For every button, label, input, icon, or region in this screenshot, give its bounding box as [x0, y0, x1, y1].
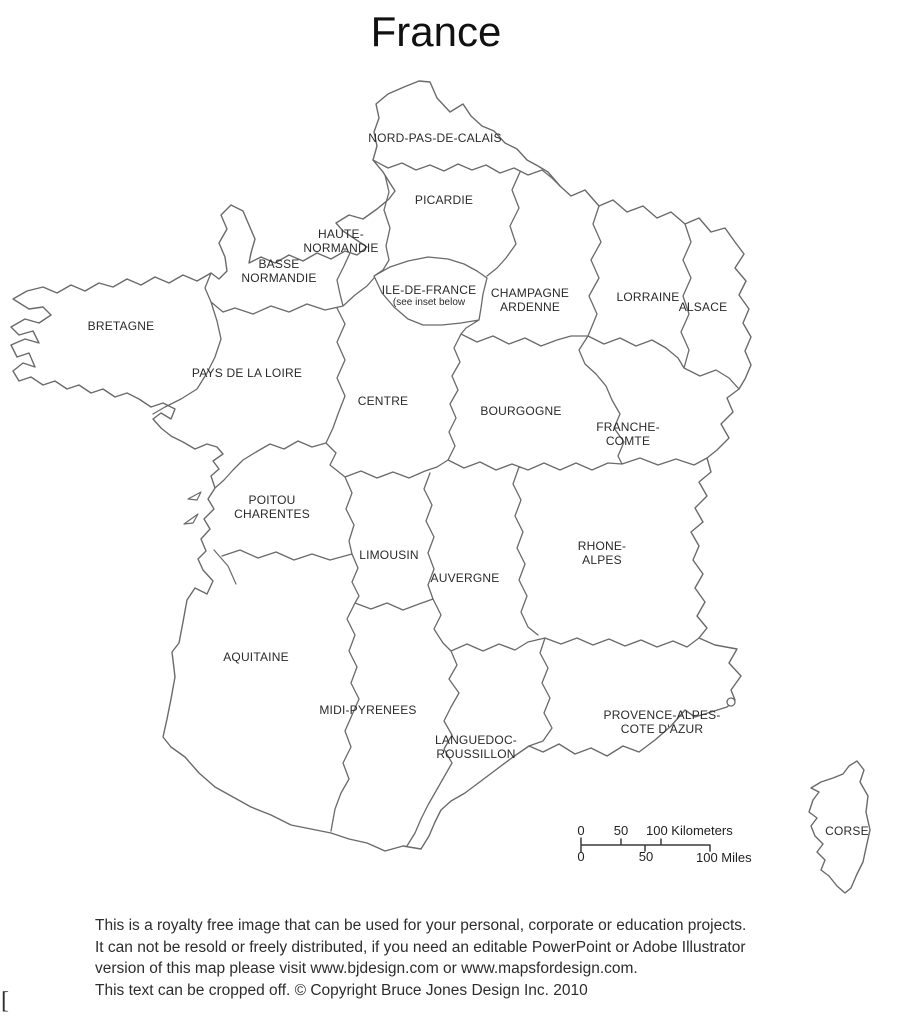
scale-mi-0: 0 [577, 849, 585, 864]
footer-line-3: version of this map please visit www.bjdesign.com or www.mapsfordesign.com. [95, 960, 638, 977]
region-label-basse-normandie: BASSE NORMANDIE [241, 257, 317, 285]
region-label-haute-normandie: HAUTE- NORMANDIE [303, 227, 379, 255]
region-label-languedoc-roussillon: LANGUEDOC- ROUSSILLON [434, 733, 518, 761]
corse-outline [809, 761, 870, 893]
region-label-franche-comte: FRANCHE- COMTE [596, 420, 660, 448]
region-label-bretagne: BRETAGNE [87, 319, 155, 333]
scale-km-50: 50 [613, 823, 629, 838]
region-label-picardie: PICARDIE [414, 193, 474, 207]
stray-bracket-glyph: [ [1, 988, 9, 1014]
region-label-bourgogne: BOURGOGNE [480, 404, 562, 418]
region-label-midi-pyrenees: MIDI-PYRENEES [319, 703, 417, 717]
region-label-pays-de-la-loire: PAYS DE LA LOIRE [191, 366, 303, 380]
footer-line-1: This is a royalty free image that can be used for your personal, corporate or education projects. [95, 917, 747, 934]
region-label-auvergne: AUVERGNE [430, 571, 500, 585]
region-label-aquitaine: AQUITAINE [223, 650, 289, 664]
coastal-islands [184, 492, 201, 524]
region-label-lorraine: LORRAINE [616, 290, 680, 304]
scale-mi-100: 100 Miles [696, 850, 752, 865]
region-label-poitou-charentes: POITOU CHARENTES [234, 493, 310, 521]
region-label-alsace: ALSACE [678, 300, 728, 314]
scale-km-100: 100 Kilometers [646, 823, 733, 838]
footer-line-4: This text can be cropped off. © Copyright Bruce Jones Design Inc. 2010 [95, 981, 588, 999]
mainland-outline [11, 81, 751, 851]
region-label-ile-de-france: ILE-DE-FRANCE (see inset below [381, 283, 477, 308]
cote-dazur-dot [727, 698, 735, 706]
region-label-limousin: LIMOUSIN [359, 548, 419, 562]
region-label-corse: CORSE [825, 824, 869, 838]
footer-line-2: It can not be resold or freely distributed, if you need an editable PowerPoint or Adobe Illustrator [95, 938, 746, 956]
region-label-nord-pas-de-calais: NORD-PAS-DE-CALAIS [368, 131, 502, 145]
page-title: France [370, 8, 502, 55]
region-label-provence-alpes-cote-d-azur: PROVENCE-ALPES- COTE D'AZUR [603, 708, 721, 736]
scale-km-0: 0 [577, 823, 585, 838]
region-label-rhone-alpes: RHONE- ALPES [577, 539, 627, 567]
scale-mi-50: 50 [638, 849, 654, 864]
region-label-centre: CENTRE [357, 394, 409, 408]
region-label-champagne-ardenne: CHAMPAGNE ARDENNE [490, 286, 570, 314]
footer-text [95, 915, 835, 1001]
region-note: (see inset below [392, 297, 466, 308]
